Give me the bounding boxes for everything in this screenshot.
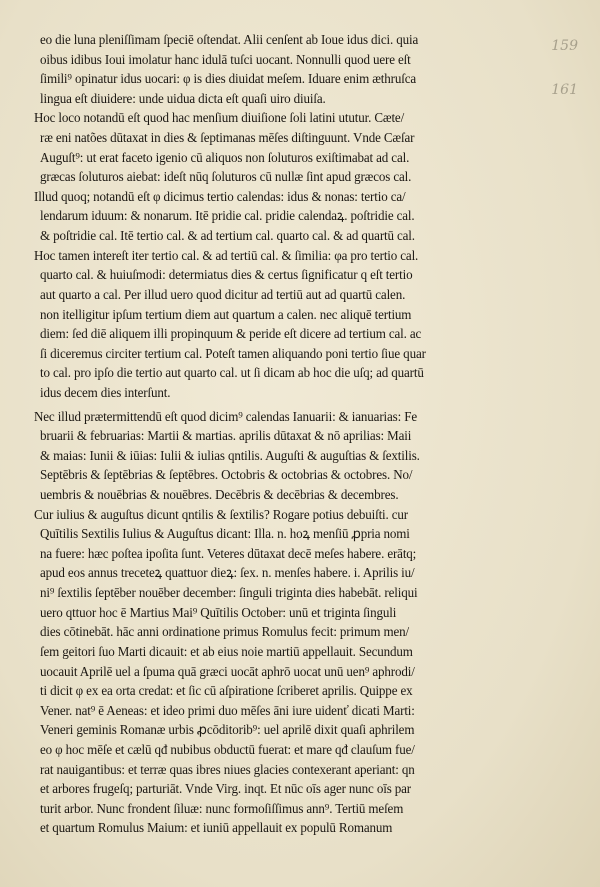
text-line: non itelligitur ipſum tertium diem aut quartum a calen. nec aliquē tertium [40,306,412,322]
text-line: oibus idibus Ioui imolatur hanc idulā tuſci uocant. Nonnulli quod uere eſt [40,51,411,67]
text-line: ni⁹ ſextilis ſeptēber nouēber december: ſinguli triginta dies habebāt. reliqui [40,585,418,601]
text-line: & maias: Iunii & iūias: Iulii & iulias qntilis. Auguſti & auguſtias & ſextilis. [40,447,420,463]
text-line: diem: ſed diē aliquem illi propinquum & peride eſt dicere ad tertium cal. ac [40,326,422,342]
text-line: uocauit Aprilē uel a ſpuma quā græci uocāt aphrō uocat unū uen⁹ aphrodi/ [40,663,415,679]
text-line: et arbores frugeſq; parturiāt. Vnde Virg. inqt. Et nūc oīs ager nunc oīs par [40,781,411,797]
text-line: Quītilis Sextilis Iulius & Auguſtus dicant: Illa. n. hoꝝ menſiū ꝓpria nomi [40,526,410,542]
paragraph-hoc-loco [34,108,555,402]
text-line: quarto cal. & huiuſmodi: determiatus dies & certus ſignificatur q eſt tertio [40,267,413,283]
text-line: ræ eni natões dūtaxat in dies & ſeptimanas mēſes diſtinguunt. Vnde Cæſar [40,130,415,146]
text-line: lendarum iduum: & nonarum. Itē pridie cal. pridie calendaꝝ. poſtridie cal. [40,208,415,224]
text-line: na fuere: hæc poſtea ipoſita ſunt. Veteres dūtaxat decē meſes habere. erātq; [40,545,417,561]
text-line: ſimili⁹ opinatur idus uocari: φ is dies diuidat meſem. Iduare enim æthruſca [40,71,417,87]
text-line: græcas ſoluturos aiebat: ideſt nūq ſoluturos cū nullæ ſint apud græcos cal. [40,169,412,185]
text-line: turit arbor. Nunc frondent ſiluæ: nunc formoſiſſimus ann⁹. Tertiū meſem [40,800,404,816]
text-line: uembris & nouēbrias & nouēbres. Decēbris & decēbrias & decembres. [40,487,399,503]
text-line: eo die luna pleniſſimam ſpeciē oſtendat. Alii cenſent ab Ioue idus dici. quia [40,32,419,47]
text-line: rat nauigantibus: et terræ quas ibres niues glacies contexerant aperiant: qn [40,761,415,777]
paragraph-nec-illud [34,407,555,505]
paragraph-cur-iulius [34,505,555,838]
text-line: Cur iulius & auguſtus dicunt qntilis & ſextilis? Rogare potius debuiſti. cur [34,506,409,522]
text-line: ſi diceremus circiter tertium cal. Poteſt tamen aliquando poni tertio ſiue quar [40,345,426,361]
text-line: bruarii & februarias: Martii & martias. aprilis dūtaxat & nō aprilias: Maii [40,428,412,444]
text-line: Hoc tamen intereſt iter tertio cal. & ad tertiū cal. & ſimilia: φa pro tertio cal. [34,247,419,263]
text-line: Veneri geminis Romanæ urbis ꝓcōditorib⁹: uel aprilē dixit quaſi aphrilem [40,722,415,738]
text-line: uero qttuor hoc ē Martius Mai⁹ Quītilis October: unū et triginta ſinguli [40,604,397,620]
text-line: Illud quoq; notandū eſt φ dicimus tertio calendas: idus & nonas: tertio ca/ [34,188,406,204]
text-line: Hoc loco notandū eſt quod hac menſium diuiſione ſoli latini ututur. Cæte/ [34,110,405,126]
text-line: to cal. pro ipſo die tertio aut quarto cal. ut ſi dicam ab hoc die uſq; ad quartū [40,365,424,381]
text-line: aut quarto a cal. Per illud uero quod dicitur ad tertiū aut ad quartū calen. [40,286,406,302]
text-line: Vener. nat⁹ ē Aeneas: et ideo primi duo mēſes āni iure uidenť dicati Marti: [40,702,415,718]
text-line: Auguſt⁹: ut erat faceto igenio cū aliquos non ſoluturos exiſtimabat ad cal. [40,149,410,165]
text-line: ſem geitori ſuo Marti dicauit: et ab eius noie martiū appellauit. Secundum [40,643,413,659]
margin-note-folio-alt: 161 [551,82,578,98]
margin-note-folio: 159 [551,38,578,54]
text-block [34,30,555,838]
text-line: & poſtridie cal. Itē tertio cal. & ad tertium cal. quarto cal. & ad quartū cal. [40,228,415,244]
text-line: lingua eſt diuidere: unde uidua dicta eſt quaſi uiro diuiſa. [40,90,326,106]
text-line: idus decem dies interſunt. [40,384,171,400]
text-line: apud eos annus treceteꝝ quattuor dieꝝ: ſex. n. menſes habere. i. Aprilis iu/ [40,565,415,581]
text-line: Septēbris & ſeptēbrias & ſeptēbres. Octobris & octobrias & octobres. No/ [40,467,413,483]
text-line: dies cōtinebāt. hāc anni ordinatione primus Romulus fecit: primum men/ [40,624,410,640]
text-line: Nec illud prætermittendū eſt quod dicim⁹ calendas Ianuarii: & ianuarias: Fe [34,408,417,424]
paragraph-idus [40,30,555,108]
text-line: eo φ hoc mēſe et cælū qđ nubibus obductū fuerat: et mare qđ clauſum fue/ [40,741,415,757]
text-line: et quartum Romulus Maium: et iuniū appellauit ex populū Romanum [40,820,393,836]
text-line: ti dicit φ ex ea orta credat: et ſic cū aſpiratione ſcriberet aprilis. Quippe ex [40,683,413,699]
